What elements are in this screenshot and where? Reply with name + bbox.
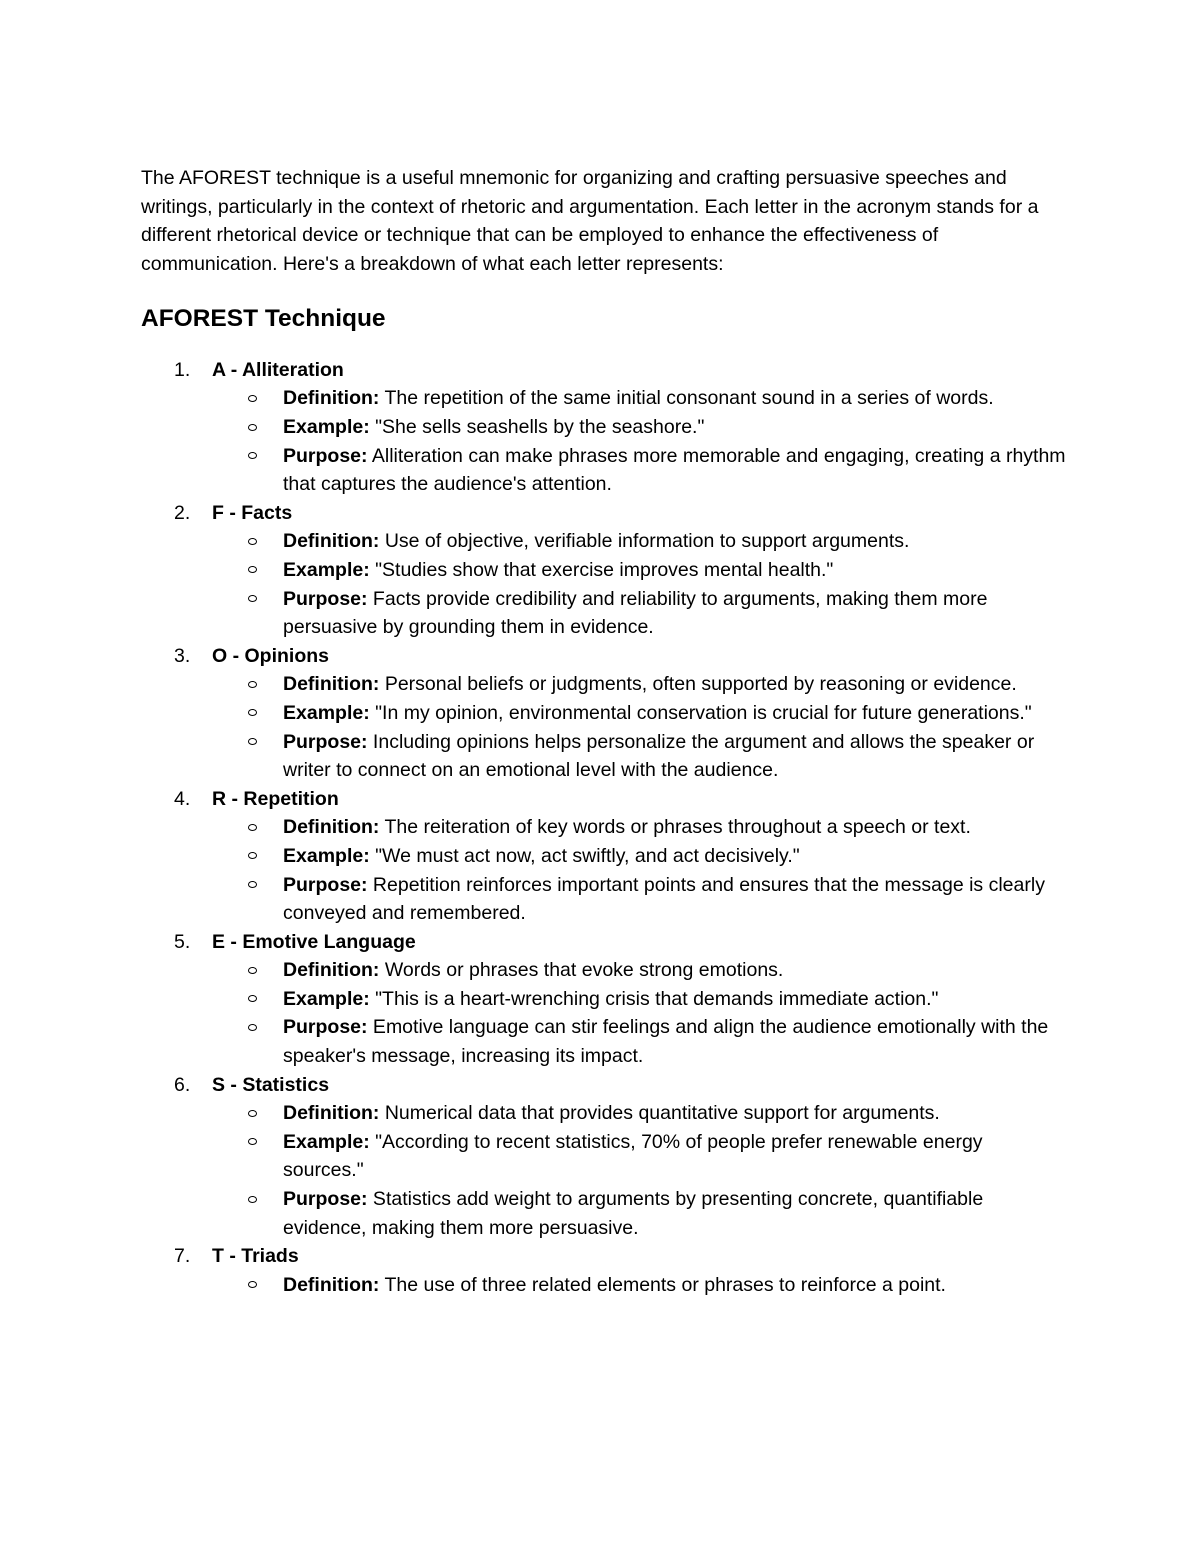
- sub-list-item: [212, 585, 1066, 642]
- sub-item-text: Words or phrases that evoke strong emotions.: [379, 959, 784, 982]
- circle-bullet-icon: [248, 538, 257, 545]
- sub-list-item: [212, 527, 1066, 556]
- sub-item-text: Statistics add weight to arguments by presenting concrete, quantifiable evidence, making them more persuasive.: [283, 1188, 984, 1239]
- sub-item-text: "In my opinion, environmental conservation is crucial for future generations.": [369, 701, 1032, 724]
- sub-item-text: "This is a heart-wrenching crisis that demands immediate action.": [369, 987, 939, 1010]
- sub-item-label: Purpose:: [283, 444, 368, 467]
- sub-item-text: Alliteration can make phrases more memorable and engaging, creating a rhythm that captures the audience's attention.: [283, 444, 1066, 496]
- circle-bullet-icon: [248, 881, 257, 888]
- list-item-number: 4.: [174, 787, 191, 810]
- sub-list-item: [212, 1099, 1066, 1128]
- sub-list-item: [212, 985, 1066, 1014]
- sub-item-text: The use of three related elements or phrases to reinforce a point.: [379, 1273, 946, 1296]
- list-item: [141, 1242, 1066, 1299]
- sub-list-item: [212, 556, 1066, 585]
- sub-list-item: [212, 442, 1066, 499]
- sub-item-text: "According to recent statistics, 70% of people prefer renewable energy sources.": [283, 1130, 983, 1182]
- sub-list-item: [212, 1128, 1066, 1185]
- list-item: [141, 356, 1066, 499]
- circle-bullet-icon: [248, 852, 257, 859]
- sub-item-label: Purpose:: [283, 873, 368, 896]
- circle-bullet-icon: [248, 681, 257, 688]
- sub-item-label: Definition:: [283, 1102, 380, 1125]
- sub-item-text: Repetition reinforces important points and ensures that the message is clearly conveyed and remembered.: [283, 873, 1045, 925]
- list-item-title: R - Repetition: [212, 787, 339, 810]
- sub-item-text: "Studies show that exercise improves mental health.": [369, 558, 834, 581]
- list-item-number: 5.: [174, 930, 191, 953]
- circle-bullet-icon: [248, 424, 257, 431]
- sub-list-item: [212, 842, 1066, 871]
- sub-item-label: Example:: [283, 558, 370, 581]
- list-item-title: A - Alliteration: [212, 358, 344, 381]
- list-item-title: O - Opinions: [212, 644, 329, 667]
- circle-bullet-icon: [248, 709, 257, 716]
- list-item-number: 6.: [174, 1073, 191, 1096]
- sub-list-item: [212, 670, 1066, 699]
- sub-list-item: [212, 813, 1066, 842]
- sub-item-text: Numerical data that provides quantitative support for arguments.: [379, 1102, 940, 1125]
- circle-bullet-icon: [248, 395, 257, 402]
- circle-bullet-icon: [248, 1110, 257, 1117]
- sub-list-item: [212, 384, 1066, 413]
- circle-bullet-icon: [248, 824, 257, 831]
- sub-list-item: [212, 1013, 1066, 1070]
- sub-item-text: Emotive language can stir feelings and align the audience emotionally with the speaker's message, increasing its impact.: [283, 1016, 1049, 1068]
- sub-list-item: [212, 413, 1066, 442]
- circle-bullet-icon: [248, 566, 257, 573]
- circle-bullet-icon: [248, 738, 257, 745]
- sub-item-label: Purpose:: [283, 1188, 368, 1211]
- sub-item-text: The reiteration of key words or phrases throughout a speech or text.: [379, 816, 971, 839]
- circle-bullet-icon: [248, 1138, 257, 1145]
- list-item-number: 3.: [174, 644, 191, 667]
- circle-bullet-icon: [248, 967, 257, 974]
- sub-list-item: [212, 871, 1066, 928]
- sub-list: [212, 670, 1066, 784]
- sub-item-label: Definition:: [283, 1273, 380, 1296]
- list-item: [141, 499, 1066, 642]
- list-item: [141, 785, 1066, 928]
- sub-item-text: The repetition of the same initial consonant sound in a series of words.: [379, 387, 994, 410]
- sub-list: [212, 1099, 1066, 1242]
- sub-item-label: Example:: [283, 1130, 370, 1153]
- list-item: [141, 928, 1066, 1071]
- list-item: [141, 1071, 1066, 1243]
- sub-list: [212, 527, 1066, 641]
- circle-bullet-icon: [248, 995, 257, 1002]
- section-heading: AFOREST Technique: [141, 304, 386, 332]
- sub-item-text: "We must act now, act swiftly, and act decisively.": [369, 844, 800, 867]
- sub-item-text: Facts provide credibility and reliability to arguments, making them more persuasive by grounding them in evidence.: [283, 587, 988, 639]
- sub-item-text: Use of objective, verifiable information to support arguments.: [379, 530, 910, 553]
- circle-bullet-icon: [248, 452, 257, 459]
- sub-list: [212, 813, 1066, 927]
- sub-item-label: Example:: [283, 701, 370, 724]
- circle-bullet-icon: [248, 1196, 257, 1203]
- sub-list-item: [212, 956, 1066, 985]
- list-item-number: 7.: [174, 1245, 191, 1268]
- circle-bullet-icon: [248, 1024, 257, 1031]
- sub-item-text: Personal beliefs or judgments, often supported by reasoning or evidence.: [379, 673, 1017, 696]
- sub-item-label: Definition:: [283, 816, 380, 839]
- circle-bullet-icon: [248, 595, 257, 602]
- sub-item-text: "She sells seashells by the seashore.": [369, 416, 705, 438]
- intro-paragraph: The AFOREST technique is a useful mnemonic for organizing and crafting persuasive speeches and writings, particularly in the context of rhetoric and argumentation. Each letter in the acronym stands for a different rhetorical device or technique that can be employed to enhance the effectiveness of communication. Here's a breakdown of what each letter represents:: [141, 167, 1039, 276]
- sub-item-label: Definition:: [283, 959, 380, 982]
- sub-item-text: Including opinions helps personalize the argument and allows the speaker or writer to connect on an emotional level with the audience.: [283, 730, 1035, 782]
- list-item: [141, 642, 1066, 785]
- sub-item-label: Definition:: [283, 673, 380, 696]
- sub-list-item: [212, 1271, 1066, 1300]
- list-item-title: F - Facts: [212, 501, 293, 524]
- document-page: [141, 164, 1066, 1299]
- sub-item-label: Definition:: [283, 530, 380, 553]
- list-item-title: S - Statistics: [212, 1073, 330, 1096]
- sub-list-item: [212, 699, 1066, 728]
- sub-item-label: Purpose:: [283, 730, 368, 753]
- list-item-number: 2.: [174, 501, 191, 524]
- sub-list-item: [212, 1185, 1066, 1242]
- sub-list: [212, 384, 1066, 498]
- sub-item-label: Example:: [283, 416, 370, 438]
- sub-item-label: Purpose:: [283, 587, 368, 610]
- list-item-number: 1.: [174, 358, 191, 381]
- sub-list-item: [212, 728, 1066, 785]
- sub-list: [212, 1271, 1066, 1300]
- list-item-title: T - Triads: [212, 1245, 299, 1268]
- sub-item-label: Definition:: [283, 387, 380, 410]
- sub-item-label: Purpose:: [283, 1016, 368, 1039]
- list-item-title: E - Emotive Language: [212, 930, 416, 953]
- sub-item-label: Example:: [283, 844, 370, 867]
- sub-item-label: Example:: [283, 987, 370, 1010]
- circle-bullet-icon: [248, 1281, 257, 1288]
- technique-list: [141, 356, 1066, 1300]
- sub-list: [212, 956, 1066, 1070]
